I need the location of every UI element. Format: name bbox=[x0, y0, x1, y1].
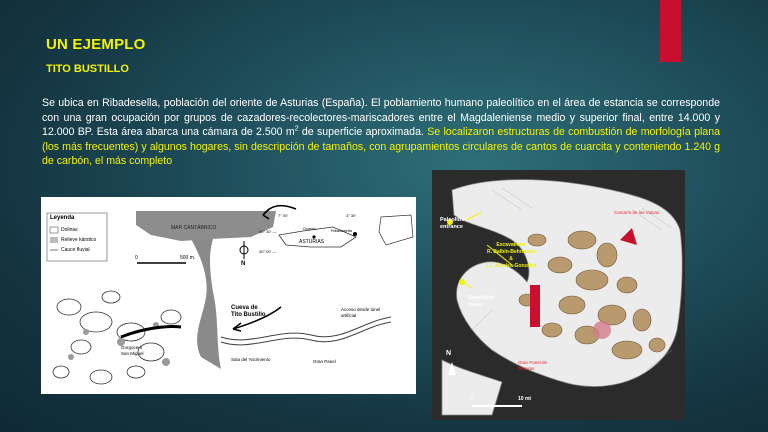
location-map bbox=[41, 197, 416, 394]
legend-item-cauce: Cauce fluvial bbox=[61, 247, 90, 253]
body-text-white-2: de superficie aproximada. bbox=[298, 126, 428, 139]
slide-body-text bbox=[42, 96, 720, 169]
san-miguel-label: Gorgocero San Miguel bbox=[121, 345, 144, 356]
lat-label-2: 40° 00' — bbox=[259, 249, 277, 254]
lat-label-1: 40° 30' — bbox=[259, 229, 277, 234]
cave-label: Cueva de Tito Bustillo bbox=[231, 305, 266, 318]
access-label: Acceso desde túnel artificial bbox=[341, 307, 381, 318]
slide-title: UN EJEMPLO bbox=[46, 36, 146, 53]
karst-features bbox=[53, 291, 181, 384]
camarin-label: Camarín de las Vulvas bbox=[614, 210, 660, 215]
gran-panel-red-label: Gran Panel de Pinturas bbox=[518, 360, 548, 371]
lon-label-1: 7° 00' bbox=[278, 213, 289, 218]
lon-label-2: 4° 30' bbox=[346, 213, 357, 218]
oviedo-label: Oviedo bbox=[303, 226, 316, 231]
slide-subtitle: TITO BUSTILLO bbox=[46, 63, 129, 75]
sala-label: Sala del Yacimiento bbox=[231, 357, 271, 362]
entrance-label: Paleolithic entrance bbox=[440, 217, 468, 230]
legend-item-dolinas: Dolinas bbox=[61, 227, 78, 233]
accent-tab bbox=[660, 0, 681, 62]
scale-end: 500 m. bbox=[180, 255, 196, 261]
asturias-label: ASTURIAS bbox=[299, 239, 325, 245]
gran-panel-label: Gran Panel bbox=[313, 359, 336, 364]
burial-label: Mesolithic burial bbox=[468, 295, 495, 308]
river-estuary bbox=[191, 239, 221, 369]
excavation-marker bbox=[530, 285, 540, 327]
ribadesella-label: Ribadesella bbox=[331, 228, 352, 233]
cave-plan-map bbox=[432, 170, 685, 420]
gran-panel-marker bbox=[593, 321, 611, 339]
location-map-drawing bbox=[41, 197, 416, 394]
cave-north-label: N bbox=[446, 350, 452, 357]
river-course bbox=[221, 317, 391, 340]
body-text-superscript: 2 bbox=[294, 125, 299, 133]
spain-inset bbox=[379, 215, 413, 245]
sea-label: MAR CANTÁBRICO bbox=[171, 225, 217, 231]
body-text-highlight: Se localizaron estructuras de combustión de morfología plana (los más frecuentes) y algunos hogares, sin descripción de tamaños, con agrupamientos circulares de cantos de cuarcita y conteniendo 1.240 g de carbón, el más completo bbox=[42, 126, 720, 168]
legend-item-relieve: Relieve kárstico bbox=[61, 237, 97, 243]
excavations-label: Excavations R. Balbín-Behrmann & J.J. Alcolea-González bbox=[485, 242, 537, 269]
cave-scale-end: 10 mt bbox=[518, 396, 532, 402]
body-text-white-1: Se ubica en Ribadesella, población del oriente de Asturias (España). El poblamiento humano paleolítico en el área de estancia se corresponde con una gran ocupación por grupos de cazadores-recolectores-mariscadores entre el Magdaleniense medio y superior final, entre 14.000 y 12.000 BP. Esta área abarca una cámara de 2.500 m bbox=[42, 97, 720, 139]
cave-scale-zero: 0 bbox=[470, 396, 473, 402]
legend-title: Leyenda bbox=[50, 215, 75, 221]
scale-zero: 0 bbox=[135, 255, 138, 261]
north-label: N bbox=[241, 261, 246, 267]
cave-route bbox=[121, 326, 181, 337]
